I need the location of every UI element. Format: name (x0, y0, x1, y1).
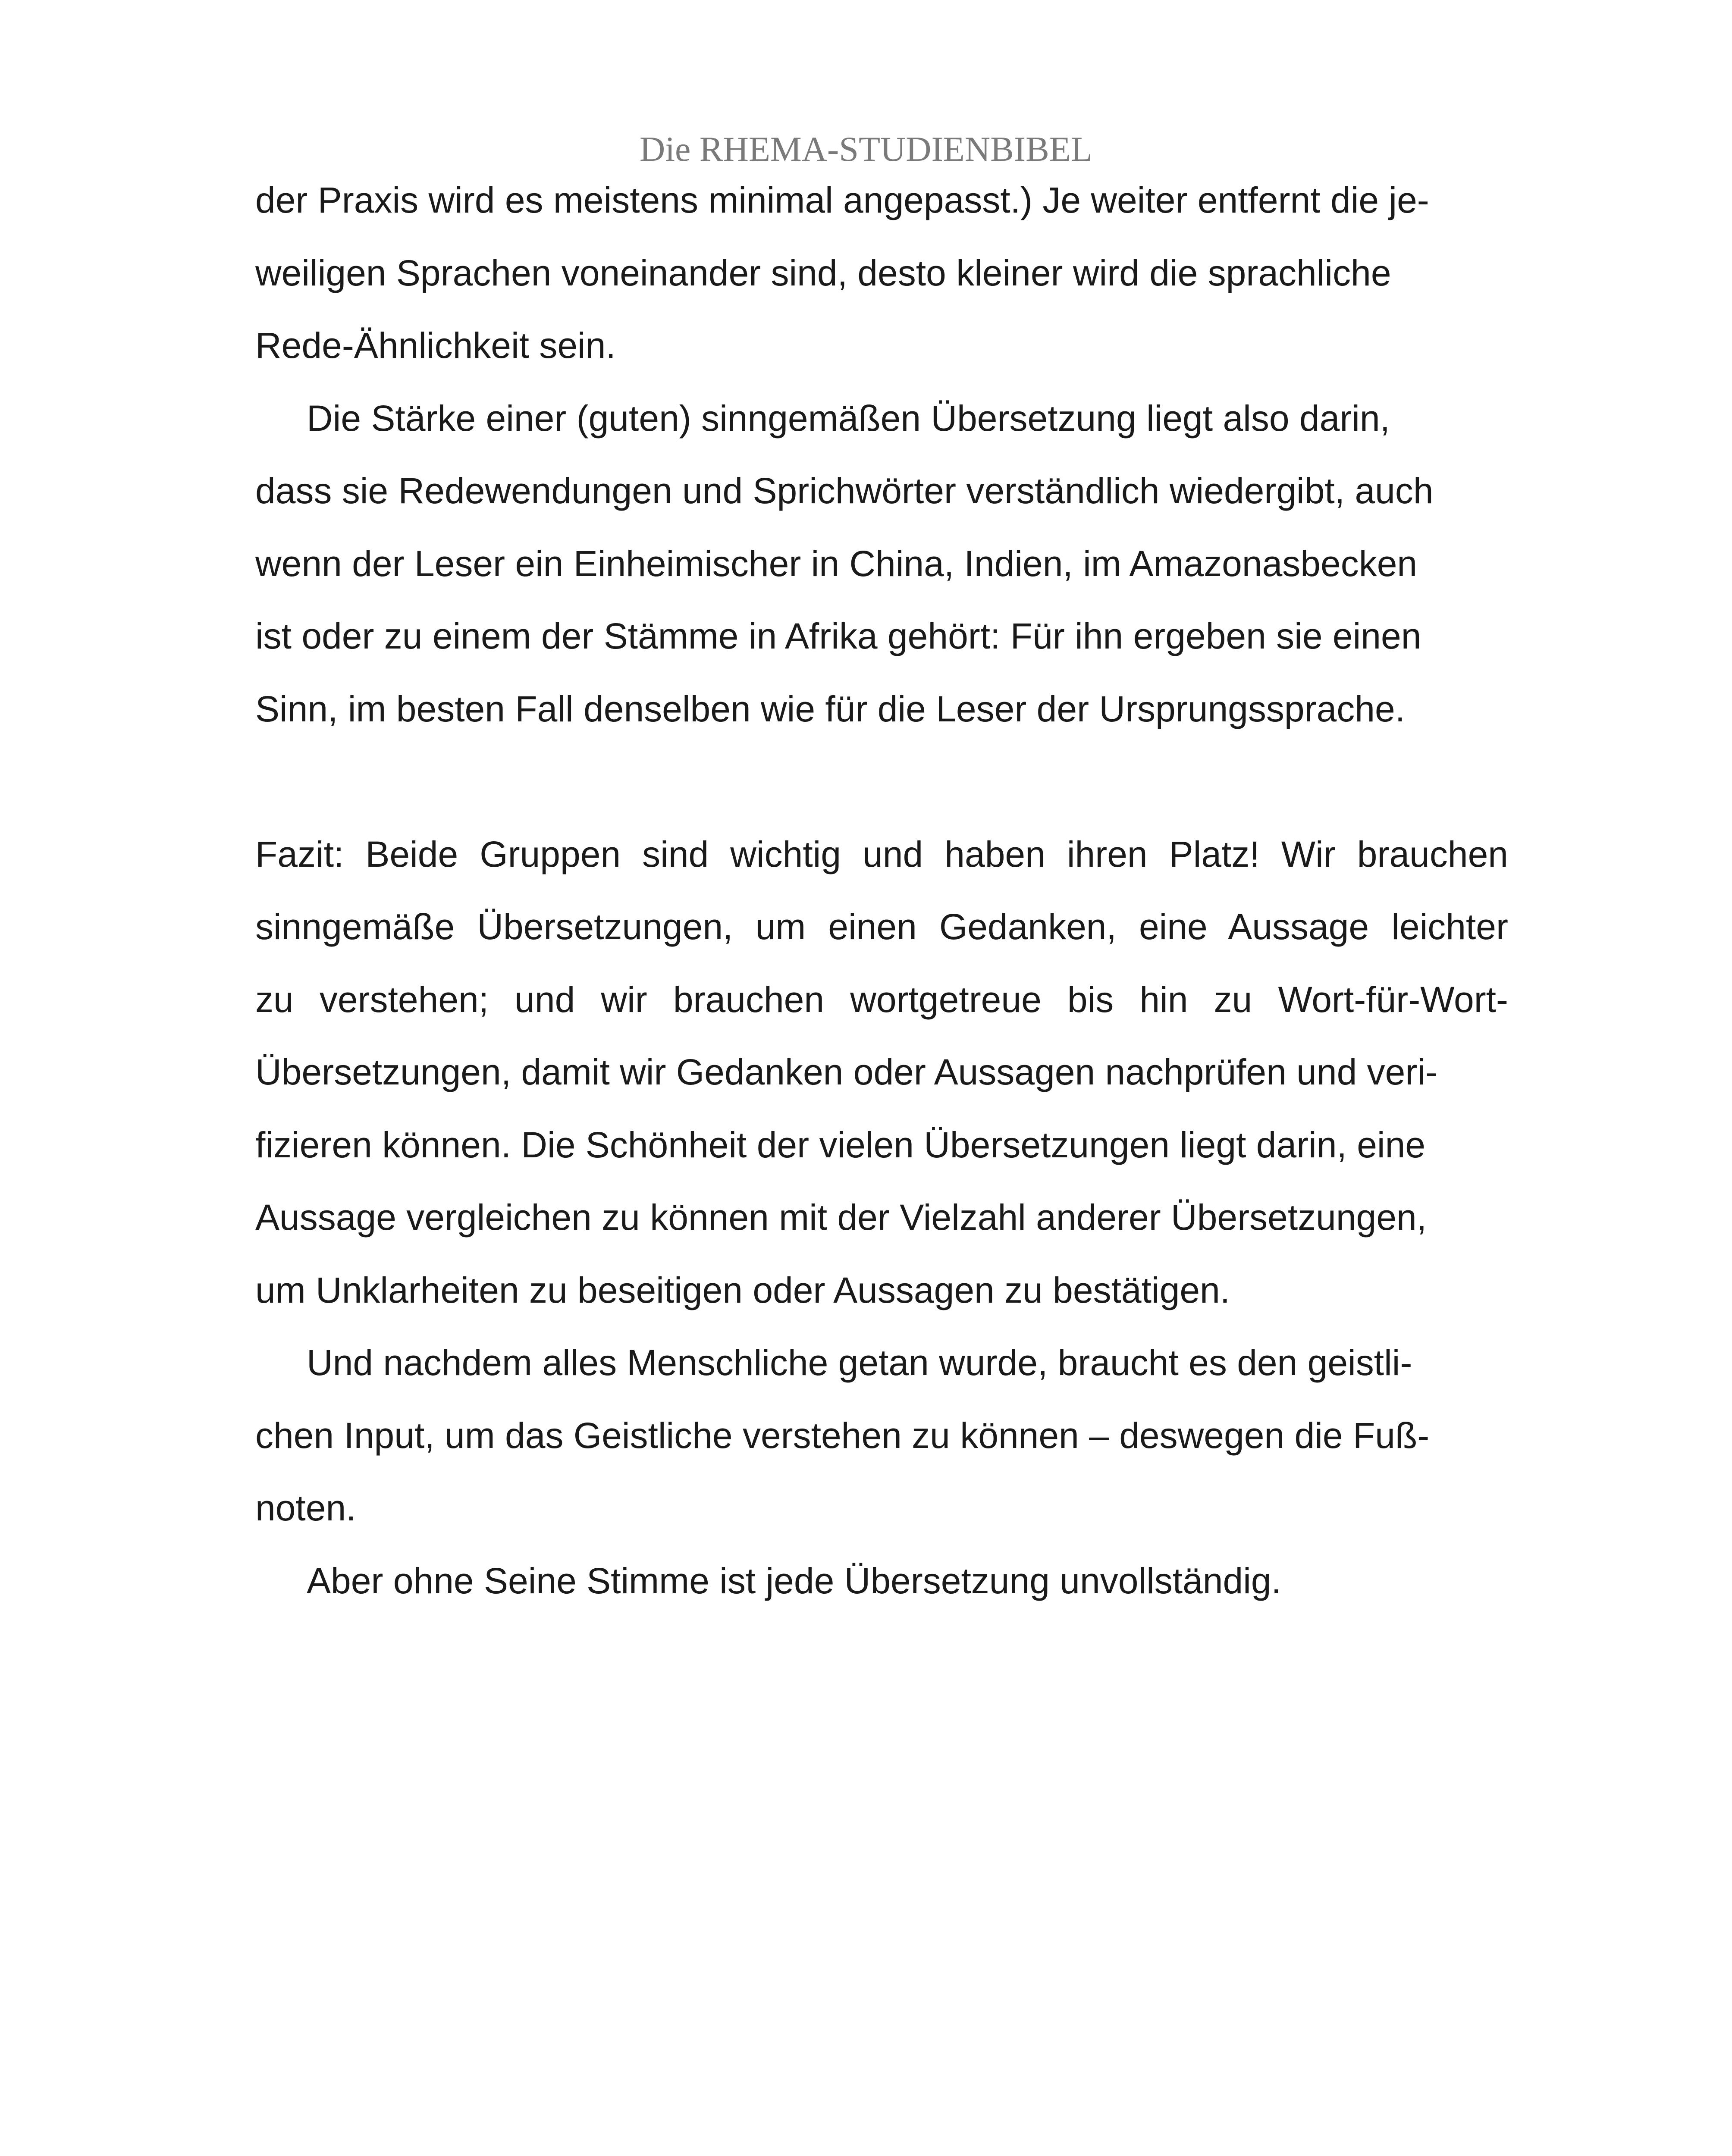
text-line: sinngemäße Übersetzungen, um einen Gedanken, eine Aussage leichter (255, 906, 1508, 947)
text-line: Aussage vergleichen zu können mit der Vielzahl anderer Übersetzungen, (255, 1197, 1427, 1238)
running-header: Die RHEMA-STUDIENBIBEL (640, 129, 1092, 169)
text-line: weiligen Sprachen voneinander sind, desto kleiner wird die sprachliche (255, 253, 1391, 293)
text-line: Fazit: Beide Gruppen sind wichtig und haben ihren Platz! Wir brauchen (255, 834, 1508, 874)
text-line: Aber ohne Seine Stimme ist jede Übersetzung unvollständig. (307, 1561, 1281, 1601)
text-line: Und nachdem alles Menschliche getan wurde, braucht es den geistli- (307, 1342, 1412, 1383)
text-line: noten. (255, 1488, 356, 1528)
text-line: fizieren können. Die Schönheit der vielen Übersetzungen liegt darin, eine (255, 1125, 1426, 1165)
text-line: um Unklarheiten zu beseitigen oder Aussagen zu bestätigen. (255, 1270, 1230, 1310)
text-line: ist oder zu einem der Stämme in Afrika gehört: Für ihn ergeben sie einen (255, 616, 1421, 656)
text-line: chen Input, um das Geistliche verstehen zu können – deswegen die Fuß- (255, 1415, 1430, 1456)
text-line: Sinn, im besten Fall denselben wie für die Leser der Ursprungssprache. (255, 689, 1406, 729)
text-line: dass sie Redewendungen und Sprichwörter verständlich wiedergibt, auch (255, 470, 1434, 511)
text-line: Rede-Ähnlichkeit sein. (255, 325, 616, 366)
text-line: Die Stärke einer (guten) sinngemäßen Übersetzung liegt also darin, (307, 398, 1390, 439)
text-line: zu verstehen; und wir brauchen wortgetreue bis hin zu Wort-für-Wort- (255, 979, 1508, 1020)
text-line: der Praxis wird es meistens minimal angepasst.) Je weiter entfernt die je- (255, 180, 1429, 220)
text-line: wenn der Leser ein Einheimischer in China, Indien, im Amazonasbecken (255, 543, 1418, 584)
text-line: Übersetzungen, damit wir Gedanken oder Aussagen nachprüfen und veri- (255, 1052, 1437, 1092)
